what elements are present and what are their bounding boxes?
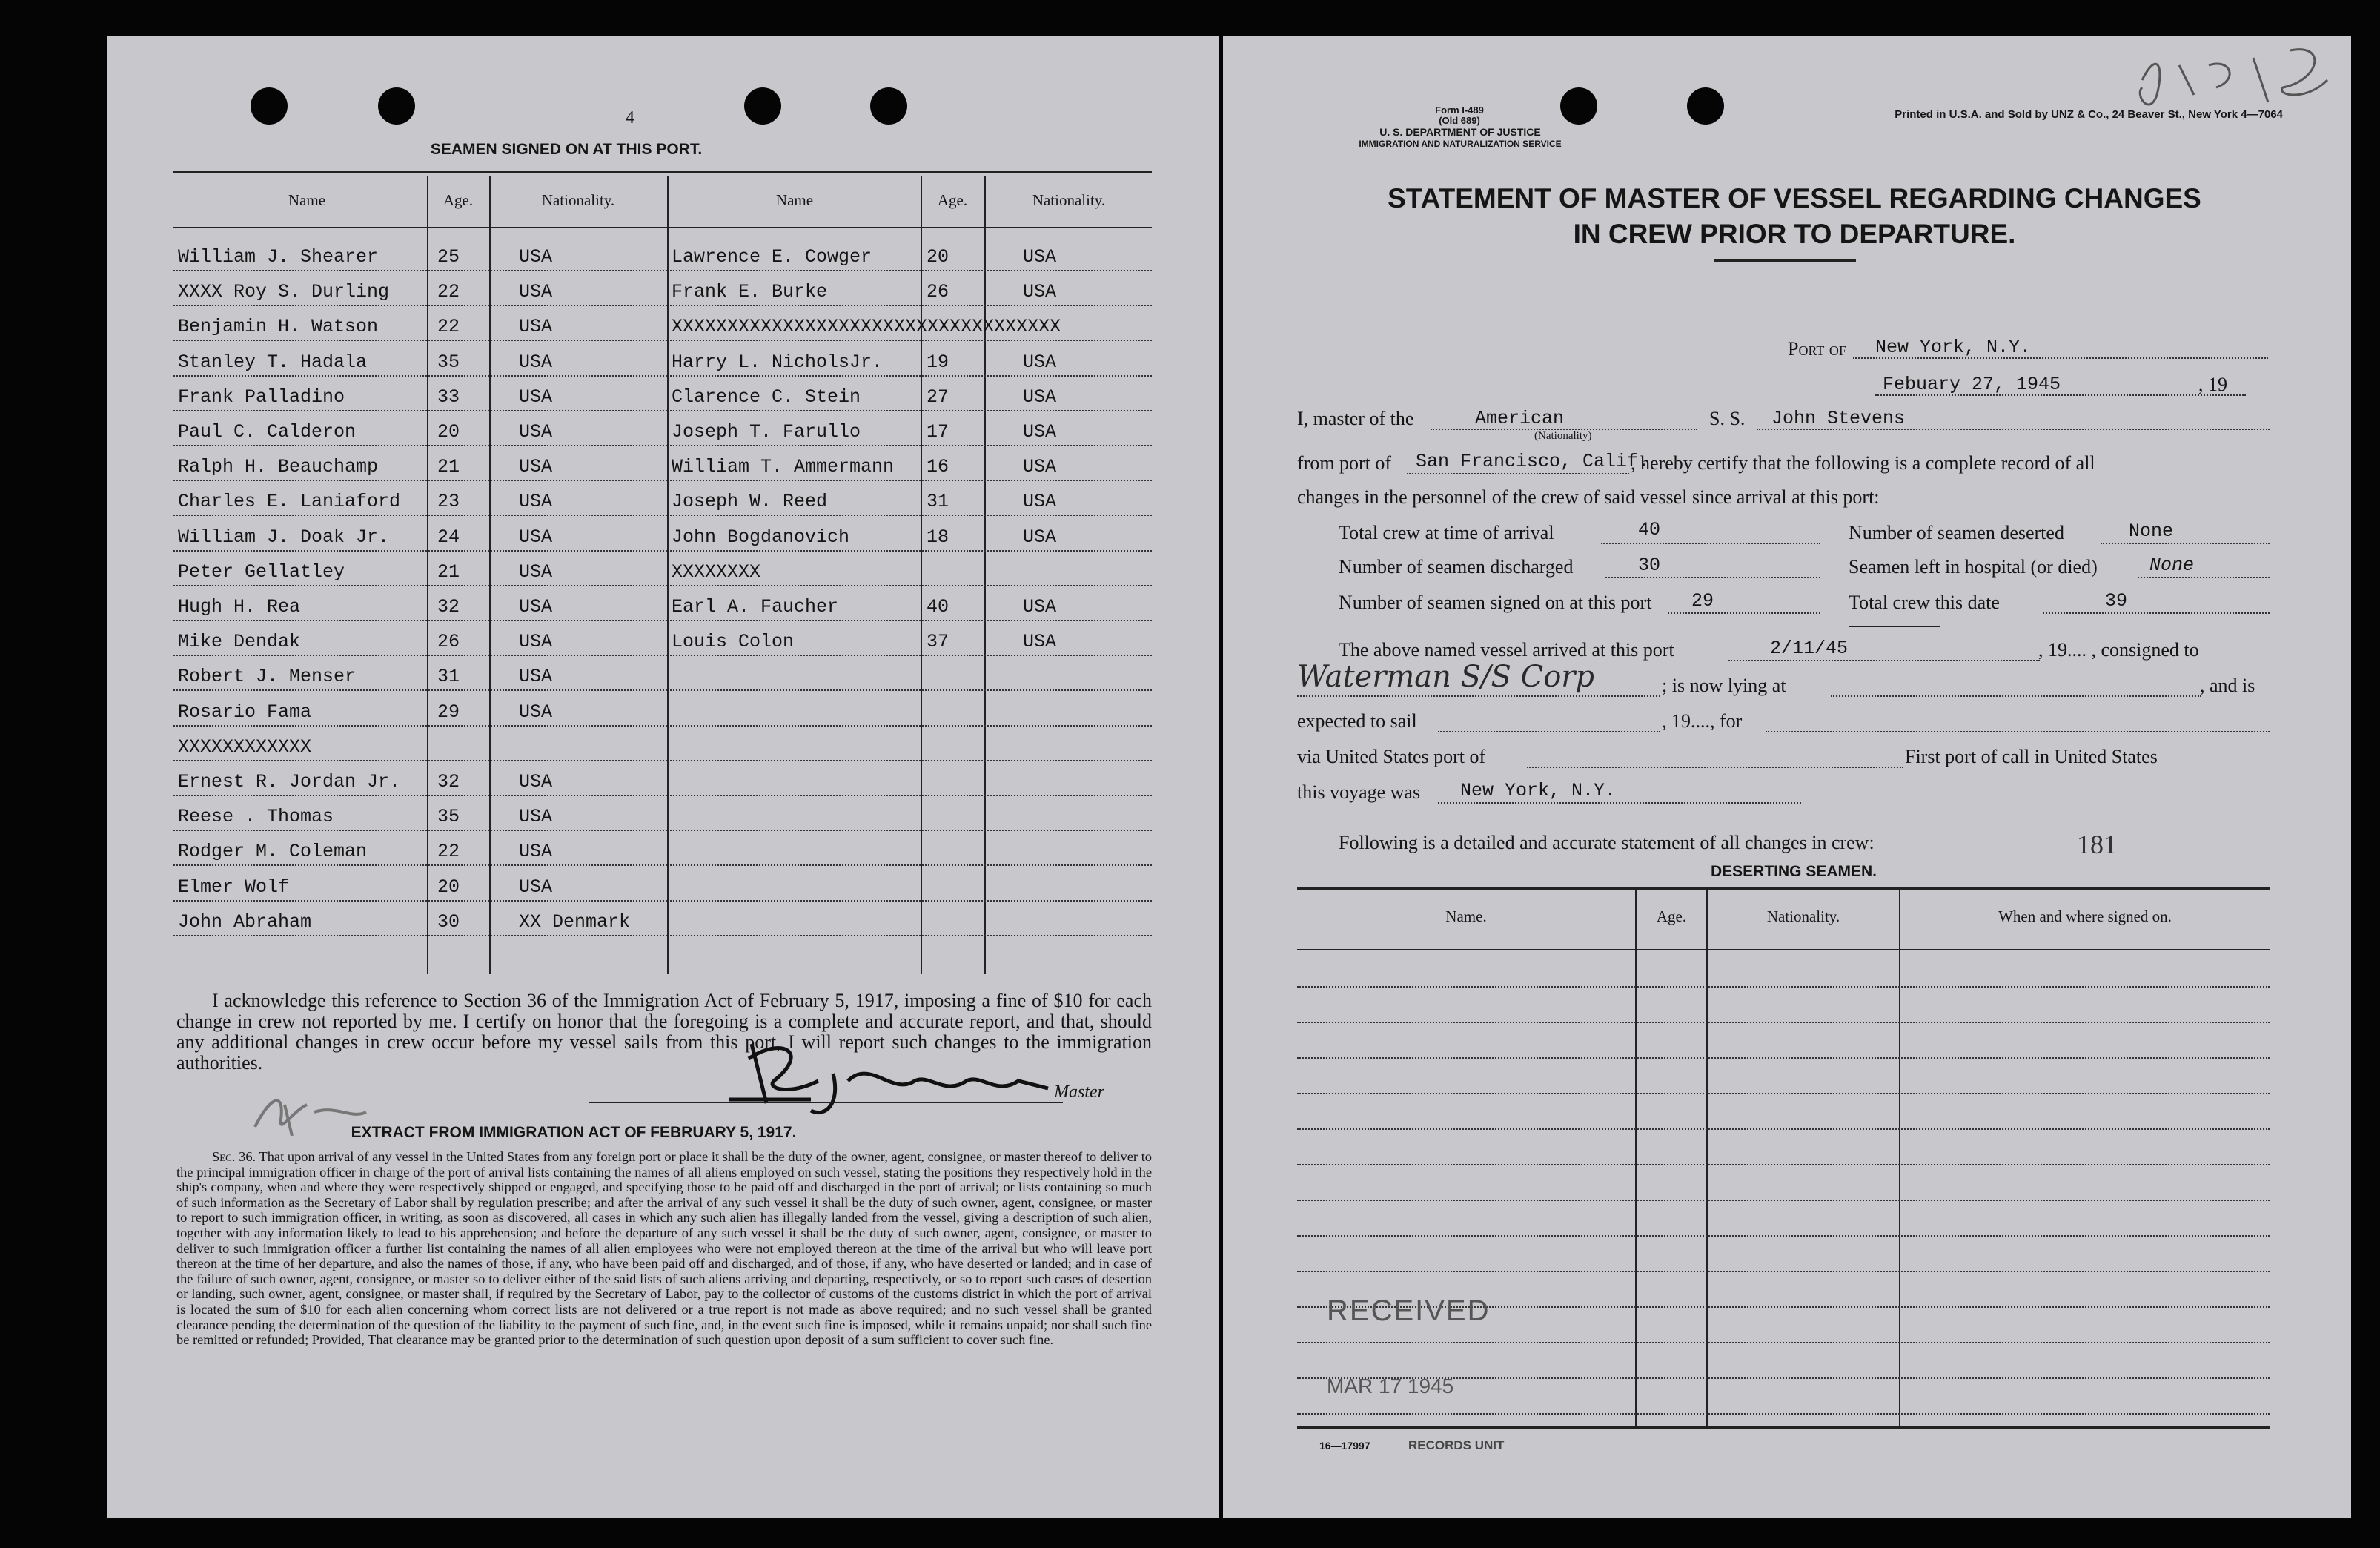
crew-nationality: USA xyxy=(1023,351,1057,373)
row-line xyxy=(670,445,1152,446)
crew-name: Ernest R. Jordan Jr. xyxy=(178,771,401,793)
row-line xyxy=(1297,1271,2270,1272)
deserting-table-header-rule xyxy=(1297,949,2270,950)
first-port-text: First port of call in United States xyxy=(1905,746,2158,767)
crew-age: 20 xyxy=(437,876,460,898)
from-port-label: from port of xyxy=(1297,452,1392,474)
row-line xyxy=(670,340,1152,341)
signature-line xyxy=(589,1102,1063,1103)
signed-on-label: Number of seamen signed on at this port xyxy=(1339,592,1652,613)
crew-age: 37 xyxy=(927,631,949,653)
row-line xyxy=(173,795,667,796)
arrived-value: 2/11/45 xyxy=(1770,638,1849,659)
consigned-text: , 19.... , consigned to xyxy=(2038,639,2199,661)
crew-age: 31 xyxy=(927,491,949,513)
following-text: Following is a detailed and accurate statement of all changes in crew: xyxy=(1339,832,1875,853)
received-stamp-date: MAR 17 1945 xyxy=(1327,1375,1454,1398)
discharged-label: Number of seamen discharged xyxy=(1339,556,1574,578)
crew-age: 31 xyxy=(437,666,460,688)
crew-name: Mike Dendak xyxy=(178,631,301,653)
hospital-label: Seamen left in hospital (or died) xyxy=(1849,556,2098,578)
crew-name: William J. Doak Jr. xyxy=(178,526,390,548)
crew-nationality: USA xyxy=(519,351,553,373)
crew-age: 17 xyxy=(927,421,949,443)
footer-code: 16—17997 xyxy=(1319,1440,1370,1452)
row-line xyxy=(173,620,667,621)
from-port-line xyxy=(1407,473,1629,474)
crew-nationality: USA xyxy=(519,526,553,548)
crew-age: 20 xyxy=(927,246,949,268)
crew-age: 32 xyxy=(437,771,460,793)
crew-name: John Abraham xyxy=(178,910,312,933)
crew-name: Peter Gellatley xyxy=(178,560,345,583)
column-header-name: Name xyxy=(288,191,326,209)
row-line xyxy=(670,480,1152,481)
crew-name: Benjamin H. Watson xyxy=(178,316,379,338)
for-line xyxy=(1766,731,2270,732)
crew-name: Joseph W. Reed xyxy=(672,491,828,513)
crew-nationality: XX Denmark xyxy=(519,910,631,933)
total-crew-arrival-value: 40 xyxy=(1638,519,1661,540)
row-line xyxy=(173,550,667,552)
row-line xyxy=(670,375,1152,377)
page-number: 4 xyxy=(626,108,634,128)
deserting-header-nationality: Nationality. xyxy=(1766,907,1840,925)
crew-nationality: USA xyxy=(519,806,553,828)
crew-name: XXXX Roy S. Durling xyxy=(178,281,390,303)
row-line xyxy=(1297,1164,2270,1165)
crew-name: Charles E. Laniaford xyxy=(178,491,401,513)
column-header-nationality: Nationality. xyxy=(1032,191,1106,209)
crew-age: 29 xyxy=(437,701,460,723)
crew-nationality: USA xyxy=(519,281,553,303)
master-signature xyxy=(722,1029,1078,1133)
changes-text: changes in the personnel of the crew of said vessel since arrival at this port: xyxy=(1297,486,1880,508)
ss-label: S. S. xyxy=(1709,408,1746,429)
crew-name: XXXXXXXX xyxy=(672,560,761,583)
section-36-text xyxy=(176,1149,1152,1348)
crew-name: Frank Palladino xyxy=(178,386,345,408)
row-line xyxy=(670,620,1152,621)
handwritten-number: 181 xyxy=(2077,830,2117,859)
service-name: IMMIGRATION AND NATURALIZATION SERVICE xyxy=(1359,139,1562,149)
row-line xyxy=(1297,1022,2270,1023)
row-line xyxy=(173,480,667,481)
voyage-text: this voyage was xyxy=(1297,781,1421,803)
row-line xyxy=(173,305,667,306)
acknowledgement-paragraph: I acknowledge this reference to Section 36 of the Immigration Act of February 5, 1917, imposing a fine of $10 for each change in crew not reported by me. I certify on honor that the foregoing is a complete and accurate report, and that, should any additional changes in crew occur before my vessel sails from this port, I will report such changes to the immigration authorities. xyxy=(176,990,1152,1074)
column-divider xyxy=(489,176,491,974)
crew-name: Clarence C. Stein xyxy=(672,386,861,408)
crew-nationality: USA xyxy=(519,560,553,583)
arrived-line xyxy=(1728,660,2040,661)
crew-nationality: USA xyxy=(1023,526,1057,548)
form-title xyxy=(1253,181,2336,252)
total-crew-arrival-line xyxy=(1601,543,1820,544)
row-line xyxy=(670,585,1152,586)
form-old-number: (Old 689) xyxy=(1439,115,1480,126)
crew-age: 21 xyxy=(437,560,460,583)
left-page xyxy=(107,36,1219,1518)
title-rule xyxy=(1714,259,1856,262)
crew-name: William T. Ammermann xyxy=(672,456,895,478)
deserted-value: None xyxy=(2129,520,2174,542)
punch-hole xyxy=(870,87,907,125)
row-line xyxy=(173,689,667,691)
crew-nationality: USA xyxy=(1023,491,1057,513)
deserted-label: Number of seamen deserted xyxy=(1849,522,2064,543)
deserting-table-top xyxy=(1297,887,2270,890)
crew-name: John Bogdanovich xyxy=(672,526,850,548)
crew-nationality: USA xyxy=(1023,596,1057,618)
total-crew-date-label: Total crew this date xyxy=(1849,592,2000,613)
row-line xyxy=(670,935,1152,936)
column-divider xyxy=(1635,888,1637,1426)
crew-age: 22 xyxy=(437,281,460,303)
form-number-block xyxy=(1404,105,1515,126)
crew-age: 19 xyxy=(927,351,949,373)
crew-nationality: USA xyxy=(1023,246,1057,268)
hospital-value: None xyxy=(2149,555,2195,576)
row-line xyxy=(173,760,667,761)
lying-line xyxy=(1831,695,2201,697)
deserting-header-age: Age. xyxy=(1656,907,1687,925)
crew-age: 24 xyxy=(437,526,460,548)
consignee-line xyxy=(1297,695,1660,697)
voyage-value: New York, N.Y. xyxy=(1460,780,1617,801)
crew-name: Ralph H. Beauchamp xyxy=(178,456,379,478)
row-line xyxy=(173,864,667,866)
arrived-text: The above named vessel arrived at this port xyxy=(1339,639,1674,661)
total-crew-date-value: 39 xyxy=(2105,590,2128,612)
row-line xyxy=(1297,1413,2270,1415)
crew-nationality: USA xyxy=(519,246,553,268)
crew-name: Earl A. Faucher xyxy=(672,596,839,618)
master-of-the-label: I, master of the xyxy=(1297,408,1414,429)
column-divider xyxy=(667,176,669,974)
crew-name: Rodger M. Coleman xyxy=(178,841,368,863)
row-line xyxy=(173,270,667,271)
deserting-header-signed-on: When and where signed on. xyxy=(1998,907,2172,925)
crew-name: Frank E. Burke xyxy=(672,281,828,303)
discharged-value: 30 xyxy=(1638,555,1661,576)
crew-name: XXXXXXXXXXXXXXXXXXXXXXXXXXXXXXXXXXX xyxy=(672,316,1061,338)
consignee-value: Waterman S/S Corp xyxy=(1297,660,1595,694)
crew-age: 16 xyxy=(927,456,949,478)
column-divider xyxy=(1899,888,1900,1426)
handwritten-mark xyxy=(2112,36,2335,125)
crew-name: Stanley T. Hadala xyxy=(178,351,368,373)
lying-text: ; is now lying at xyxy=(1662,675,1786,696)
printer-notice: Printed in U.S.A. and Sold by UNZ & Co., 24 Beaver St., New York 4—7064 xyxy=(1895,108,2283,121)
discharged-line xyxy=(1605,577,1820,578)
row-line xyxy=(670,550,1152,552)
crew-nationality: USA xyxy=(519,876,553,898)
certify-text: , hereby certify that the following is a complete record of all xyxy=(1631,452,2095,474)
total-crew-date-line xyxy=(2043,612,2270,614)
crew-nationality: USA xyxy=(1023,281,1057,303)
column-header-age: Age. xyxy=(937,191,968,209)
for-text: , 19...., for xyxy=(1662,710,1743,732)
crew-age: 26 xyxy=(437,631,460,653)
crew-nationality: USA xyxy=(519,421,553,443)
crew-name: William J. Shearer xyxy=(178,246,379,268)
row-line xyxy=(1297,1342,2270,1343)
column-header-nationality: Nationality. xyxy=(541,191,615,209)
crew-name: Rosario Fama xyxy=(178,701,312,723)
row-line xyxy=(173,410,667,411)
row-line xyxy=(670,795,1152,796)
section-label: Sec. 36. xyxy=(212,1149,256,1164)
punch-hole xyxy=(1687,87,1724,125)
punch-hole xyxy=(1560,87,1597,125)
crew-name: Louis Colon xyxy=(672,631,795,653)
row-line xyxy=(1297,1093,2270,1094)
crew-nationality: USA xyxy=(1023,421,1057,443)
section-body: That upon arrival of any vessel in the United States from any foreign port or place it shall be the duty of the owner, agent, consignee, or master thereof to deliver to the principal immigration officer in charge of the port of arrival lists containing the names of all aliens employed on such vessel, stating the positions they respectively hold in the ship's company, when and where they were respectively shipped or engaged, and specifying those to be paid off and discharged in the port of arrival; or lists containing so much of such information as the Secretary of Labor shall by regulation prescribe; and after the arrival of any such vessel it shall be the duty of such owner, agent, consignee, or master to report to such immigration officer, in writing, as soon as discovered, all cases in which any such alien has illegally landed from the vessel, giving a description of such alien, together with any information likely to lead to his apprehension; and before the departure of any such vessel it shall be the duty of such owner, agent, consignee, or master to deliver to such immigration officer a further list containing the names of all alien employees who were not employed thereon at the time of the arrival but who will leave port thereon at the time of her departure, and also the names of those, if any, who have been paid off and discharged, and of those, if any, who have deserted or landed; and in case of the failure of such owner, agent, consignee, or master so to deliver either of the said lists of such aliens arriving and departing, respectively, or so to report such cases of desertion or landing, such owner, agent, consignee, or master shall, if required by the Secretary of Labor, pay to the collector of customs of the customs district in which the port of arrival is located the sum of $10 for each alien concerning whom correct lists are not delivered or a true report is not made as above required; and no such vessel shall be granted clearance pending the determination of the question of the liability to the payment of such fine, and, in the event such fine is imposed, while it remains unpaid; nor shall such fine be remitted or refunded; Provided, That clearance may be granted prior to the determination of such question upon deposit of a sum sufficient to cover such fine. xyxy=(176,1149,1153,1348)
crew-name: Harry L. NicholsJr. xyxy=(672,351,884,373)
row-line xyxy=(670,760,1152,761)
row-line xyxy=(670,305,1152,306)
row-line xyxy=(173,935,667,936)
column-header-name: Name xyxy=(775,191,814,209)
crew-nationality: USA xyxy=(519,386,553,408)
ship-name: John Stevens xyxy=(1771,408,1906,429)
title-line-1: STATEMENT OF MASTER OF VESSEL REGARDING CHANGES xyxy=(1388,183,2201,214)
expected-line xyxy=(1438,731,1660,732)
port-label: Port of xyxy=(1788,338,1846,360)
date-value: Febuary 27, 1945 xyxy=(1883,374,2061,395)
punch-hole xyxy=(251,87,288,125)
column-divider xyxy=(1706,888,1708,1426)
row-line xyxy=(173,515,667,516)
table-top-rule xyxy=(173,171,1152,173)
row-line xyxy=(1297,1200,2270,1201)
table-header-rule xyxy=(173,227,1152,228)
totals-rule xyxy=(1849,626,1940,627)
row-line xyxy=(670,655,1152,656)
row-line xyxy=(670,410,1152,411)
crew-nationality: USA xyxy=(1023,631,1057,653)
crew-age: 35 xyxy=(437,806,460,828)
crew-age: 35 xyxy=(437,351,460,373)
voyage-line xyxy=(1438,802,1801,804)
crew-nationality: USA xyxy=(1023,386,1057,408)
row-line xyxy=(173,375,667,377)
crew-age: 33 xyxy=(437,386,460,408)
right-page xyxy=(1223,36,2351,1518)
crew-name: Joseph T. Farullo xyxy=(672,421,861,443)
row-line xyxy=(173,340,667,341)
row-line xyxy=(1297,1235,2270,1237)
crew-nationality: USA xyxy=(519,596,553,618)
row-line xyxy=(173,830,667,831)
crew-age: 18 xyxy=(927,526,949,548)
crew-name: XXXXXXXXXXXX xyxy=(178,735,312,758)
nationality-value: American xyxy=(1475,408,1565,429)
nationality-caption: (Nationality) xyxy=(1534,430,1592,442)
crew-age: 40 xyxy=(927,596,949,618)
crew-name: Reese . Thomas xyxy=(178,806,334,828)
crew-age: 22 xyxy=(437,841,460,863)
deserted-line xyxy=(2101,543,2270,544)
crew-age: 32 xyxy=(437,596,460,618)
crew-name: Hugh H. Rea xyxy=(178,596,301,618)
crew-nationality: USA xyxy=(519,666,553,688)
row-line xyxy=(670,900,1152,902)
title-line-2: IN CREW PRIOR TO DEPARTURE. xyxy=(1573,219,2016,249)
crew-nationality: USA xyxy=(1023,456,1057,478)
crew-nationality: USA xyxy=(519,491,553,513)
department-block xyxy=(1305,126,1616,150)
form-number: Form I-489 xyxy=(1435,105,1484,116)
row-line xyxy=(670,515,1152,516)
total-crew-arrival-label: Total crew at time of arrival xyxy=(1339,522,1554,543)
crew-name: Robert J. Menser xyxy=(178,666,357,688)
expected-text: expected to sail xyxy=(1297,710,1417,732)
crew-age: 26 xyxy=(927,281,949,303)
row-line xyxy=(173,725,667,727)
crew-name: Elmer Wolf xyxy=(178,876,290,898)
row-line xyxy=(173,445,667,446)
deserting-header-name: Name. xyxy=(1445,907,1487,925)
department-name: U. S. DEPARTMENT OF JUSTICE xyxy=(1379,126,1541,138)
signed-on-value: 29 xyxy=(1691,590,1714,612)
footer-stamp: RECORDS UNIT xyxy=(1408,1438,1505,1452)
row-line xyxy=(670,725,1152,727)
row-line xyxy=(670,864,1152,866)
received-stamp: RECEIVED xyxy=(1327,1294,1491,1327)
signed-on-heading: SEAMEN SIGNED ON AT THIS PORT. xyxy=(430,141,703,158)
row-line xyxy=(1297,986,2270,988)
port-value: New York, N.Y. xyxy=(1875,337,2032,358)
row-line xyxy=(1297,1057,2270,1059)
crew-age: 20 xyxy=(437,421,460,443)
signed-on-line xyxy=(1668,612,1820,614)
date-suffix: , 19 xyxy=(2198,374,2227,395)
master-label: Master xyxy=(1054,1082,1104,1102)
crew-name: Lawrence E. Cowger xyxy=(672,246,872,268)
column-divider xyxy=(427,176,428,974)
crew-nationality: USA xyxy=(519,316,553,338)
crew-nationality: USA xyxy=(519,841,553,863)
row-line xyxy=(173,585,667,586)
row-line xyxy=(173,655,667,656)
deserting-heading: DESERTING SEAMEN. xyxy=(1710,863,1877,880)
crew-nationality: USA xyxy=(519,771,553,793)
row-line xyxy=(670,689,1152,691)
via-text: via United States port of xyxy=(1297,746,1486,767)
extract-heading: EXTRACT FROM IMMIGRATION ACT OF FEBRUARY 5, 1917. xyxy=(351,1124,797,1141)
crew-nationality: USA xyxy=(519,456,553,478)
via-line xyxy=(1527,767,1903,768)
column-divider xyxy=(921,176,922,974)
punch-hole xyxy=(378,87,415,125)
crew-age: 30 xyxy=(437,910,460,933)
crew-age: 23 xyxy=(437,491,460,513)
row-line xyxy=(1297,1128,2270,1130)
from-port-value: San Francisco, Calif. xyxy=(1416,451,1650,472)
hospital-line xyxy=(2138,577,2270,578)
and-is-text: , and is xyxy=(2200,675,2255,696)
crew-age: 21 xyxy=(437,456,460,478)
column-header-age: Age. xyxy=(442,191,474,209)
column-divider xyxy=(984,176,986,974)
crew-name: Paul C. Calderon xyxy=(178,421,357,443)
row-line xyxy=(670,830,1152,831)
deserting-table-bottom xyxy=(1297,1426,2270,1429)
crew-nationality: USA xyxy=(519,631,553,653)
punch-hole xyxy=(744,87,781,125)
row-line xyxy=(670,270,1152,271)
crew-nationality: USA xyxy=(519,701,553,723)
crew-age: 22 xyxy=(437,316,460,338)
row-line xyxy=(173,900,667,902)
crew-age: 25 xyxy=(437,246,460,268)
crew-age: 27 xyxy=(927,386,949,408)
